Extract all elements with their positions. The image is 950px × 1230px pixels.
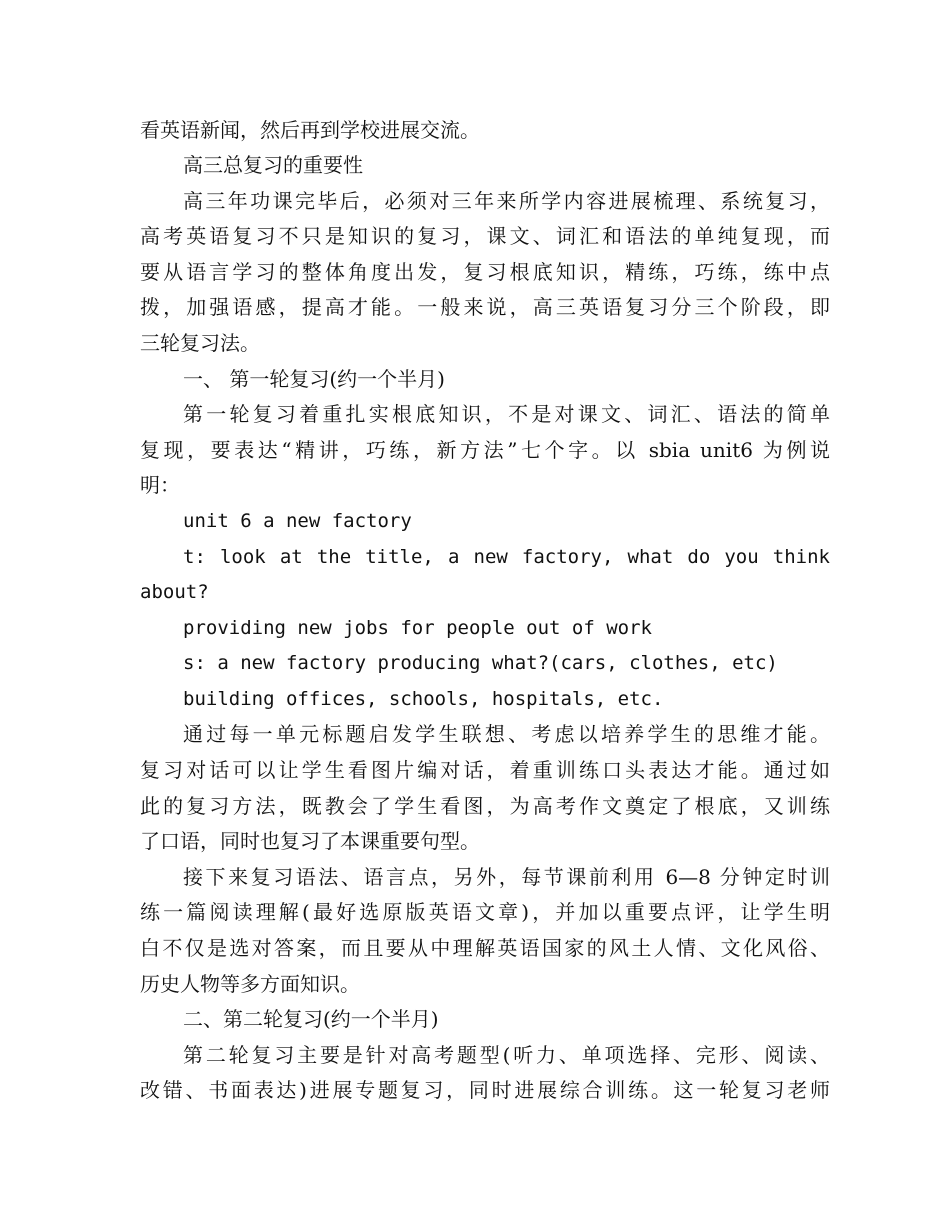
example-line: s: a new factory producing what?(cars, clothes, etc) (183, 652, 778, 674)
text-line: 第一轮复习着重扎实根底知识，不是对课文、词汇、语法的简单 (183, 402, 830, 426)
text-line: 复现，要表达“精讲，巧练，新方法”七个字。以 sbia unit6 为例说 (140, 438, 830, 462)
text-line: 拨，加强语感，提高才能。一般来说，高三英语复习分三个阶段，即 (140, 295, 830, 319)
text-line: 明： (140, 473, 180, 497)
text-line: 复习对话可以让学生看图片编对话，着重训练口头表达才能。通过如 (140, 758, 830, 782)
text-line: 改错、书面表达)进展专题复习，同时进展综合训练。这一轮复习老师 (140, 1078, 830, 1102)
text-line: 历史人物等多方面知识。 (140, 972, 360, 996)
text-line: 接下来复习语法、语言点，另外，每节课前利用 6—8 分钟定时训 (183, 865, 830, 889)
text-line: 看英语新闻，然后再到学校进展交流。 (140, 118, 480, 142)
example-line: unit 6 a new factory (183, 510, 412, 532)
text-line: 了口语，同时也复习了本课重要句型。 (140, 829, 480, 853)
text-line: 要从语言学习的整体角度出发，复习根底知识，精练，巧练，练中点 (140, 260, 830, 284)
example-line: building offices, schools, hospitals, etc. (183, 688, 664, 710)
text-line: 白不仅是选对答案，而且要从中理解英语国家的风土人情、文化风俗、 (140, 936, 830, 960)
text-line: 第二轮复习主要是针对高考题型(听力、单项选择、完形、阅读、 (183, 1043, 830, 1067)
example-line: providing new jobs for people out of work (183, 617, 652, 639)
example-line: t: look at the title, a new factory, what do you think (183, 546, 830, 568)
text-line: 练一篇阅读理解(最好选原版英语文章)，并加以重要点评，让学生明 (140, 900, 830, 924)
text-line: 此的复习方法，既教会了学生看图，为高考作文奠定了根底，又训练 (140, 794, 830, 818)
example-line: about? (140, 581, 209, 603)
text-line: 通过每一单元标题启发学生联想、考虑以培养学生的思维才能。 (183, 722, 830, 746)
text-line: 高考英语复习不只是知识的复习，课文、词汇和语法的单纯复现，而 (140, 224, 830, 248)
section-heading: 二、第二轮复习(约一个半月) (183, 1007, 439, 1031)
text-line: 三轮复习法。 (140, 331, 260, 355)
text-line: 高三年功课完毕后，必须对三年来所学内容进展梳理、系统复习， (183, 189, 830, 213)
section-heading: 高三总复习的重要性 (183, 153, 363, 177)
section-heading: 一、 第一轮复习(约一个半月) (183, 367, 445, 391)
